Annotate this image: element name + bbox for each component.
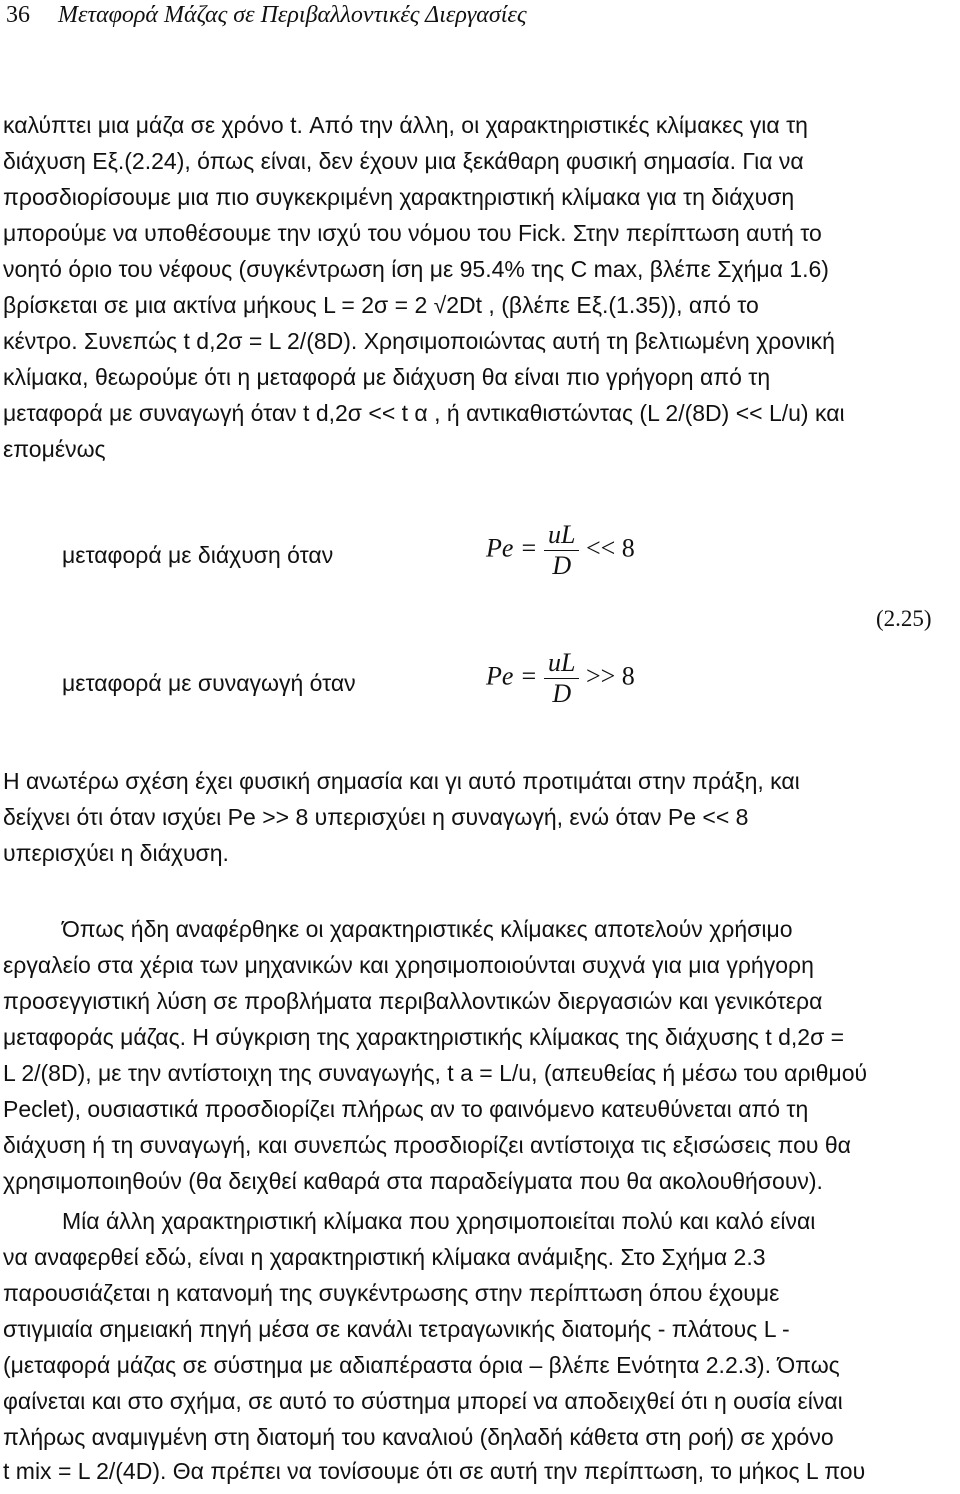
para1-line-6: βρίσκεται σε μια ακτίνα μήκους L = 2σ = 2 √2Dt , (βλέπε Εξ.(1.35)), από το bbox=[3, 292, 759, 318]
para4-line-7: πλήρως αναμιγμένη στη διατομή του καναλιού (δηλαδή κάθετα στη ροή) σε χρόνο bbox=[3, 1424, 834, 1450]
peclet-fraction bbox=[544, 520, 579, 581]
para1-line-4: μπορούμε να υποθέσουμε την ισχύ του νόμου του Fick. Στην περίπτωση αυτή το bbox=[3, 220, 822, 246]
para2-line-1: Η ανωτέρω σχέση έχει φυσική σημασία και γι αυτό προτιμάται στην πράξη, και bbox=[3, 768, 800, 794]
para2-line-3: υπερισχύει η διάχυση. bbox=[3, 840, 229, 866]
para1-line-7: κέντρο. Συνεπώς t d,2σ = L 2/(8D). Χρησιμοποιώντας αυτή τη βελτιωμένη χρονική bbox=[3, 328, 835, 354]
para4-line-1: Μία άλλη χαρακτηριστική κλίμακα που χρησιμοποιείται πολύ και καλό είναι bbox=[62, 1208, 816, 1234]
running-title: Μεταφορά Μάζας σε Περιβαλλοντικές Διεργασίες bbox=[58, 2, 527, 28]
fraction-numerator: uL bbox=[544, 520, 579, 551]
para4-line-4: στιγμιαία σημειακή πηγή μέσα σε κανάλι τετραγωνικής διατομής - πλάτους L - bbox=[3, 1316, 790, 1342]
diffusion-condition-label: μεταφορά με διάχυση όταν bbox=[62, 542, 334, 568]
diffusion-relation: << 8 bbox=[585, 533, 635, 563]
para3-line-8: χρησιμοποιηθούν (θα δειχθεί καθαρά στα παραδείγματα που θα ακολουθήσουν). bbox=[3, 1168, 823, 1194]
para1-line-2: διάχυση Εξ.(2.24), όπως είναι, δεν έχουν μια ξεκάθαρη φυσική σημασία. Για να bbox=[3, 148, 804, 174]
para1-line-8: κλίμακα, θεωρούμε ότι η μεταφορά με διάχυση θα είναι πιο γρήγορη από τη bbox=[3, 364, 771, 390]
fraction-numerator: uL bbox=[544, 648, 579, 679]
fraction-denominator: D bbox=[552, 551, 572, 580]
peclet-fraction bbox=[544, 648, 579, 709]
para4-line-6: φαίνεται και στο σχήμα, σε αυτό το σύστημα μπορεί να αποδειχθεί ότι η ουσία είναι bbox=[3, 1388, 843, 1414]
diffusion-peclet-condition bbox=[486, 520, 635, 581]
para1-line-1: καλύπτει μια μάζα σε χρόνο t. Από την άλλη, οι χαρακτηριστικές κλίμακες για τη bbox=[3, 112, 808, 138]
para4-line-8: t mix = L 2/(4D). Θα πρέπει να τονίσουμε ότι σε αυτή την περίπτωση, το μήκος L που bbox=[3, 1458, 866, 1484]
para3-line-6: Peclet), ουσιαστικά προσδιορίζει πλήρως αν το φαινόμενο κατευθύνεται από τη bbox=[3, 1096, 809, 1122]
para4-line-3: παρουσιάζεται η κατανομή της συγκέντρωσης στην περίπτωση όπου έχουμε bbox=[3, 1280, 780, 1306]
para3-line-7: διάχυση ή τη συναγωγή, και συνεπώς προσδιορίζει αντίστοιχα τις εξισώσεις που θα bbox=[3, 1132, 851, 1158]
convection-peclet-condition bbox=[486, 648, 635, 709]
peclet-lhs: Pe = bbox=[486, 533, 538, 563]
para3-line-3: προσεγγιστική λύση σε προβλήματα περιβαλλοντικών διεργασιών και γενικότερα bbox=[3, 988, 823, 1014]
page-number: 36 bbox=[6, 2, 30, 28]
para4-line-2: να αναφερθεί εδώ, είναι η χαρακτηριστική κλίμακα ανάμιξης. Στο Σχήμα 2.3 bbox=[3, 1244, 766, 1270]
para3-line-4: μεταφοράς μάζας. Η σύγκριση της χαρακτηριστικής κλίμακας της διάχυσης t d,2σ = bbox=[3, 1024, 845, 1050]
para4-line-5: (μεταφορά μάζας σε σύστημα με αδιαπέραστα όρια – βλέπε Ενότητα 2.2.3). Όπως bbox=[3, 1352, 840, 1378]
running-header bbox=[6, 2, 527, 29]
para2-line-2: δείχνει ότι όταν ισχύει Pe >> 8 υπερισχύει η συναγωγή, ενώ όταν Pe << 8 bbox=[3, 804, 749, 830]
para3-line-1: Όπως ήδη αναφέρθηκε οι χαρακτηριστικές κλίμακες αποτελούν χρήσιμο bbox=[62, 916, 793, 942]
para1-line-9: μεταφορά με συναγωγή όταν t d,2σ << t α , ή αντικαθιστώντας (L 2/(8D) << L/u) και bbox=[3, 400, 845, 426]
para3-line-2: εργαλείο στα χέρια των μηχανικών και χρησιμοποιούνται συχνά για μια γρήγορη bbox=[3, 952, 814, 978]
peclet-lhs: Pe = bbox=[486, 661, 538, 691]
convection-relation: >> 8 bbox=[585, 661, 635, 691]
equation-number: (2.25) bbox=[876, 606, 932, 631]
para1-line-5: νοητό όριο του νέφους (συγκέντρωση ίση με 95.4% της C max, βλέπε Σχήμα 1.6) bbox=[3, 256, 829, 282]
fraction-denominator: D bbox=[552, 679, 572, 708]
para3-line-5: L 2/(8D), με την αντίστοιχη της συναγωγής, t a = L/u, (απευθείας ή μέσω του αριθμού bbox=[3, 1060, 868, 1086]
para1-line-3: προσδιορίσουμε μια πιο συγκεκριμένη χαρακτηριστική κλίμακα για τη διάχυση bbox=[3, 184, 795, 210]
para1-line-10: επομένως bbox=[3, 436, 106, 462]
convection-condition-label: μεταφορά με συναγωγή όταν bbox=[62, 670, 356, 696]
